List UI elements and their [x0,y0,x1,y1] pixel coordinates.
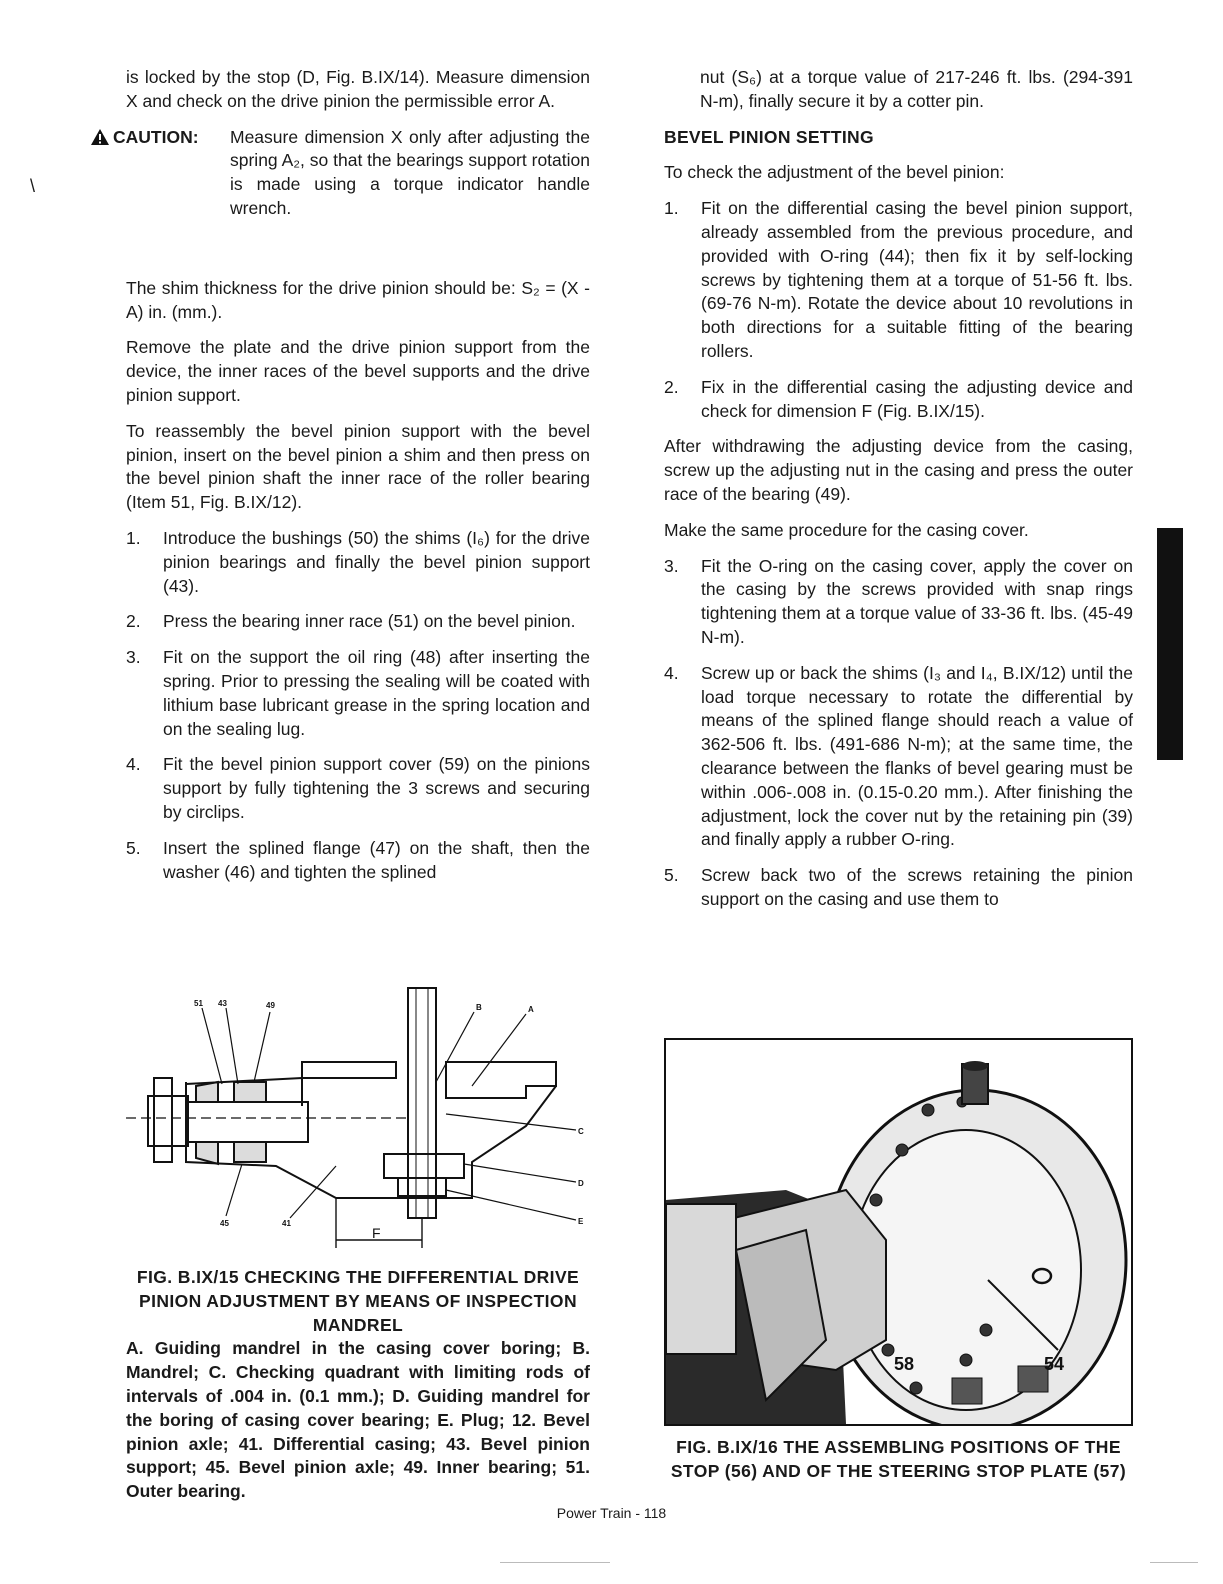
caution-label: CAUTION: [113,126,199,147]
continued-paragraph: nut (S₆) at a torque value of 217-246 ft. lbs. (294-391 N-m), finally secure it by a cotter pin. [700,67,1133,111]
label-51: 51 [194,999,203,1008]
label-E: E [578,1217,584,1226]
label-45: 45 [220,1219,229,1228]
label-58: 58 [894,1354,915,1374]
scan-artifact [1150,1562,1198,1563]
list-item: 1. Fit on the differential casing the bevel pinion support, already assembled from the previous procedure, and provided with O-ring (44); then fix it by self-locking screws by tightening them at a torque of 51-56 ft. lbs. (69-76 N-m). Rotate the device about 10 revolutions in both directions for a suitable fitting of the bearing rollers. [664,198,1133,361]
after-paragraph: After withdrawing the adjusting device from the casing, screw up the adjusting nut in the casing and press the outer race of the bearing (49). [664,436,1133,504]
label-D: D [578,1179,584,1188]
list-item: 2. Fix in the differential casing the adjusting device and check for dimension F (Fig. B.IX/15). [664,376,1133,421]
check-paragraph: To check the adjustment of the bevel pinion: [664,162,1005,183]
figure-left-caption [126,1266,590,1504]
label-B: B [476,1003,482,1012]
figure-left-title: FIG. B.IX/15 CHECKING THE DIFFERENTIAL DRIVE PINION ADJUSTMENT BY MEANS OF INSPECTION MANDREL [136,1267,580,1335]
list-item: 3. Fit on the support the oil ring (48) after inserting the spring. Prior to pressing the sealing will be coated with lithium base lubricant grease in the spring location and on the sealing lug. [126,647,590,739]
label-43: 43 [218,999,227,1008]
label-C: C [578,1127,584,1136]
label-49: 49 [266,1001,275,1010]
list-item: 5. Screw back two of the screws retaining the pinion support on the casing and use them to [664,865,1133,909]
figure-right-caption: FIG. B.IX/16 THE ASSEMBLING POSITIONS OF THE STOP (56) AND OF THE STEERING STOP PLATE (57) [670,1437,1127,1481]
shim-paragraph: The shim thickness for the drive pinion should be: S₂ = (X - A) in. (mm.). [126,277,590,322]
remove-paragraph: Remove the plate and the drive pinion support from the device, the inner races of the bevel supports and the drive pinion support. [126,337,590,405]
section-tab-marker [1157,528,1183,760]
stop-assembly-drawing [666,1040,1131,1424]
caution-heading [90,126,199,150]
setting-steps-a [664,197,1133,423]
caution-text: Measure dimension X only after adjusting the spring A₂, so that the bearings support rotation is made using a torque indicator handle wrench. [230,126,590,218]
left-column [113,66,590,896]
reassembly-paragraph: To reassembly the bevel pinion support with the bevel pinion, insert on the bevel pinion a shim and then press on the bevel pinion shaft the inner race of the roller bearing (Item 51, Fig. B.IX/12). [126,420,590,513]
list-item: 4. Fit the bevel pinion support cover (59) on the pinions support by fully tightening the 3 screws and securing by circlips. [126,754,590,822]
differential-section-drawing [126,986,590,1248]
label-A: A [528,1005,534,1014]
right-column [664,66,1133,924]
caution-block [113,126,590,221]
scan-artifact [500,1562,610,1563]
list-item: 5. Insert the splined flange (47) on the shaft, then the washer (46) and tighten the splined [126,837,590,882]
same-procedure-paragraph: Make the same procedure for the casing cover. [664,519,1029,540]
scan-mark: \ [30,176,36,196]
stop-assembly-photo [664,1038,1133,1426]
list-item: 1. Introduce the bushings (50) the shims (I₆) for the drive pinion bearings and finally the bevel pinion support (43). [126,527,590,596]
section-heading: BEVEL PINION SETTING [664,126,874,147]
label-41: 41 [282,1219,291,1228]
label-54: 54 [1044,1354,1065,1374]
warning-icon [90,128,110,146]
list-item: 3. Fit the O-ring on the casing cover, apply the cover on the casing by the screws provided with snap rings tightening them at a torque value of 33-36 ft. lbs. (45-49 N-m). [664,555,1133,647]
intro-paragraph: is locked by the stop (D, Fig. B.IX/14). Measure dimension X and check on the drive pinion the permissible error A. [126,67,590,111]
list-item: 4. Screw up or back the shims (I₃ and I₄, B.IX/12) until the load torque necessary to rotate the differential by means of the splined flange should reach a value of 362-506 ft. lbs. (491-686 N-m); at the same time, the clearance between the flanks of bevel gearing must be within .006-.008 in. (0.15-0.20 mm.). After finishing the adjustment, lock the cover nut by the retaining pin (39) and finally apply a rubber O-ring. [664,662,1133,850]
setting-steps-b [664,555,1133,912]
figure-left-legend: A. Guiding mandrel in the casing cover boring; B. Mandrel; C. Checking quadrant with limiting rods of intervals of .004 in. (0.1 mm.); D. Guiding mandrel for the boring of casing cover bearing; E. Plug; 12. Bevel pinion axle; 41. Differential casing; 43. Bevel pinion support; 45. Bevel pinion axle; 49. Inner bearing; 51. Outer bearing. [126,1338,590,1502]
label-F: F [372,1225,381,1241]
page-footer: Power Train - 118 [556,1505,667,1521]
reassembly-steps [126,527,590,884]
list-item: 2. Press the bearing inner race (51) on the bevel pinion. [126,611,576,632]
